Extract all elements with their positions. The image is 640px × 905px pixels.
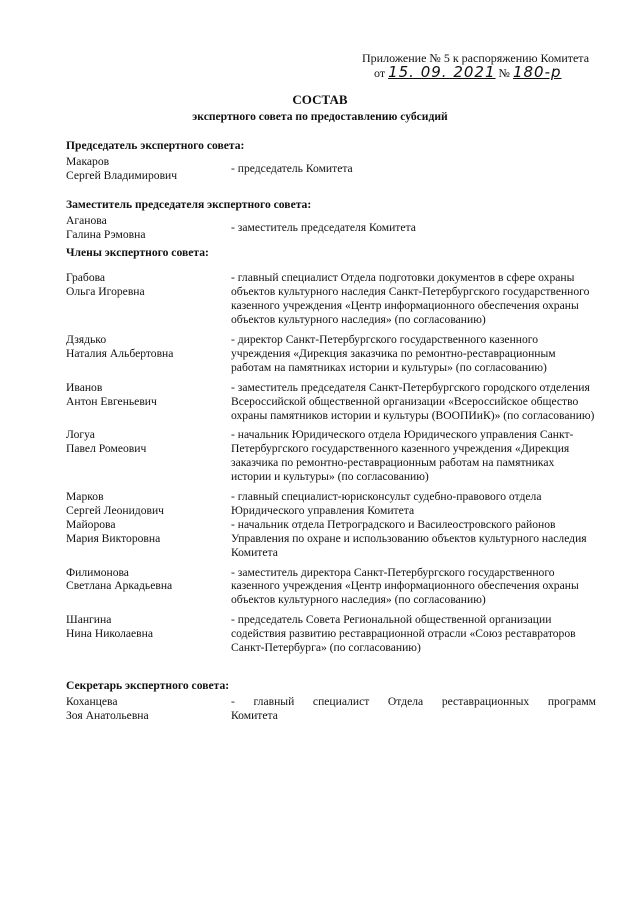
person-name xyxy=(66,155,231,183)
person-role: - главный специалист-юрисконсульт судебно-правового отдела Юридического управления Комитета xyxy=(231,490,542,517)
member-entry xyxy=(66,518,596,560)
member-entry xyxy=(66,613,596,655)
person-name xyxy=(66,271,231,327)
person-name xyxy=(66,214,231,242)
given-name: Сергей Леонидович xyxy=(66,503,165,517)
person-name xyxy=(66,428,231,484)
document-subtitle: экспертного совета по предоставлению субсидий xyxy=(192,110,448,123)
person-name xyxy=(66,333,231,375)
person-name xyxy=(66,490,231,518)
handwritten-date: 15. 09. 2021 xyxy=(388,63,496,81)
member-entry xyxy=(66,381,596,423)
role-line-2: Комитета xyxy=(231,708,278,722)
members-heading: Члены экспертного совета: xyxy=(66,246,209,260)
member-entry xyxy=(66,428,596,484)
surname: Грабова xyxy=(66,271,106,285)
given-name: Галина Рэмовна xyxy=(66,227,146,241)
appendix-header xyxy=(362,51,622,80)
role-line-1: - главный специалист Отдела реставрационных программ xyxy=(231,694,596,708)
document-title: СОСТАВ xyxy=(292,92,348,107)
person-role xyxy=(231,695,596,723)
person-name xyxy=(66,566,231,608)
chair-entry xyxy=(66,155,596,183)
surname: Коханцева xyxy=(66,694,118,708)
member-entry xyxy=(66,566,596,608)
number-prefix: № xyxy=(498,66,510,80)
deputy-entry xyxy=(66,214,596,242)
member-entry xyxy=(66,490,596,518)
chair-heading: Председатель экспертного совета: xyxy=(66,139,245,152)
person-role: - директор Санкт-Петербургского государственного казенного учреждения «Дирекция заказчика по ремонтно-реставрационным работам на памятниках истории и культуры» (по согласованию) xyxy=(231,332,556,374)
date-prefix: от xyxy=(374,66,386,80)
given-name: Антон Евгеньевич xyxy=(66,394,157,408)
person-name xyxy=(66,695,231,723)
given-name: Ольга Игоревна xyxy=(66,285,145,299)
person-role xyxy=(231,214,596,242)
role-text: - председатель Комитета xyxy=(231,161,353,175)
given-name: Нина Николаевна xyxy=(66,627,153,641)
surname: Дзядько xyxy=(66,332,107,346)
person-role: - председатель Совета Региональной общественной организации содействия развитию реставрационной отрасли «Союз реставраторов Санкт-Петербурга» (по согласованию) xyxy=(231,613,576,655)
person-role: - главный специалист Отдела подготовки документов в сфере охраны объектов культурного наследия Санкт-Петербургского государственного казенного учреждения «Центр информационного обеспечения охраны объектов культурного наследия» (по согласованию) xyxy=(231,271,590,327)
surname: Аганова xyxy=(66,213,107,227)
given-name: Наталия Альбертовна xyxy=(66,346,174,360)
surname: Макаров xyxy=(66,154,110,168)
given-name: Зоя Анатольевна xyxy=(66,708,149,722)
person-role: - заместитель председателя Санкт-Петербургского городского отделения Всероссийской общественной организации «Всероссийское общество охраны памятников истории и культуры (ВООПИиК)» (по согласованию) xyxy=(231,380,595,422)
person-role xyxy=(231,155,596,183)
person-name xyxy=(66,613,231,655)
person-name xyxy=(66,518,231,560)
secretary-heading: Секретарь экспертного совета: xyxy=(66,679,230,692)
member-entry xyxy=(66,333,596,375)
surname: Шангина xyxy=(66,613,112,627)
surname: Иванов xyxy=(66,380,103,394)
surname: Марков xyxy=(66,490,104,504)
appendix-date-line xyxy=(362,65,622,80)
secretary-entry xyxy=(66,695,596,723)
person-role: - заместитель директора Санкт-Петербургского государственного казенного учреждения «Центр информационного обеспечения охраны объектов культурного наследия» (по согласованию) xyxy=(231,565,579,607)
handwritten-number: 180-р xyxy=(512,63,562,81)
appendix-title: Приложение № 5 к распоряжению Комитета xyxy=(362,51,590,65)
given-name: Светлана Аркадьевна xyxy=(66,579,173,593)
person-role: - начальник отдела Петроградского и Василеостровского районов Управления по охране и использованию объектов культурного наследия Комитета xyxy=(231,517,587,559)
given-name: Сергей Владимирович xyxy=(66,168,178,182)
document-body xyxy=(66,139,596,723)
given-name: Павел Ромеович xyxy=(66,442,147,456)
role-text: - заместитель председателя Комитета xyxy=(231,220,416,234)
member-entry xyxy=(66,271,596,327)
deputy-heading: Заместитель председателя экспертного совета: xyxy=(66,197,312,211)
given-name: Мария Викторовна xyxy=(66,531,161,545)
surname: Майорова xyxy=(66,517,116,531)
surname: Логуа xyxy=(66,428,95,442)
person-name xyxy=(66,381,231,423)
person-role: - начальник Юридического отдела Юридического управления Санкт-Петербургского государственного казенного учреждения «Дирекция заказчика по ремонтно-реставрационным работам на памятниках истории и культуры» (по согласованию) xyxy=(231,428,574,484)
surname: Филимонова xyxy=(66,565,129,579)
